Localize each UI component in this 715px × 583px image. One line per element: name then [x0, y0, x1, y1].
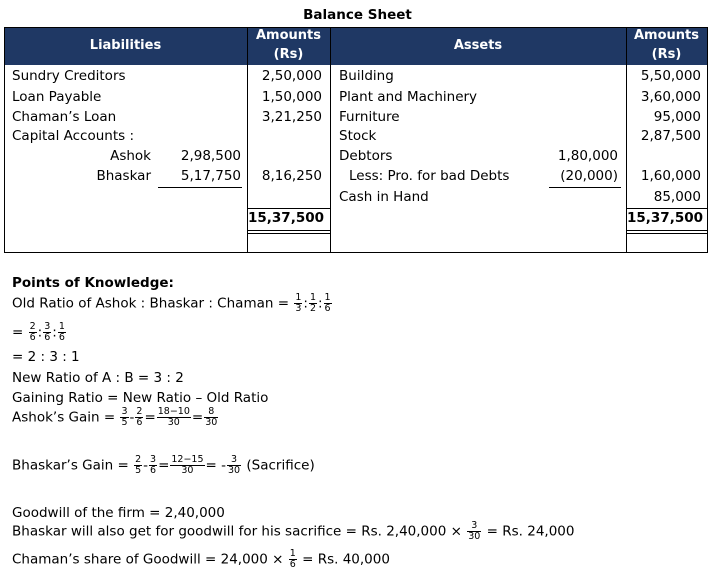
bhaskar-gain-line: Bhaskar’s Gain = $\frac{2}{5}$ - $\frac{3}{6}$ = $\frac{12-15}{30}$ = - $\frac{3}{30}$ (Sacrifice): [12, 454, 315, 476]
capital-value: 5,17,750: [180, 168, 241, 184]
bhaskar-goodwill-suffix: = Rs. 24,000: [486, 523, 575, 540]
fraction: [467, 521, 481, 542]
fraction: [227, 455, 241, 476]
fraction: [294, 293, 302, 314]
simple-ratio: = 2 : 3 : 1: [12, 349, 80, 365]
numerator: 2: [135, 454, 142, 465]
fraction: [157, 407, 191, 428]
liabilities-header: Liabilities: [89, 38, 162, 53]
new-ratio: New Ratio of A : B = 3 : 2: [12, 370, 184, 386]
fraction: [135, 407, 143, 428]
asset-amount: 85,000: [653, 189, 701, 205]
denominator: 30: [468, 531, 481, 542]
border-top: [4, 27, 708, 28]
capital-name: Ashok: [110, 148, 151, 164]
fraction: [43, 322, 51, 343]
asset-label: Stock: [339, 128, 377, 144]
old-ratio-line: Old Ratio of Ashok : Bhaskar : Chaman = $\frac{1}{3}$ : $\frac{1}{2}$ : $\frac{1}{6}$: [12, 292, 331, 314]
numerator: 2: [136, 406, 143, 417]
amounts-left-unit: (Rs): [273, 47, 304, 62]
capital-underline: [158, 187, 242, 188]
bhaskar-gain-label: Bhaskar’s Gain =: [12, 457, 129, 474]
border-bottom: [4, 252, 708, 253]
numerator: 1: [309, 292, 316, 303]
sacrifice-label: (Sacrifice): [246, 457, 315, 474]
col-sep-2: [330, 27, 331, 253]
asset-label: Furniture: [339, 109, 400, 125]
denominator: 6: [136, 417, 143, 428]
numerator: 2: [29, 321, 36, 332]
capital-value: 2,98,500: [180, 148, 241, 164]
asset-label: Debtors: [339, 148, 393, 164]
asset-amount: 95,000: [653, 109, 701, 125]
asset-amount: 5,50,000: [640, 68, 701, 84]
asset-label: Cash in Hand: [339, 189, 429, 205]
denominator: 6: [324, 303, 331, 314]
denominator: 30: [181, 465, 194, 476]
numerator: 3: [44, 321, 51, 332]
ashok-gain-line: Ashok’s Gain = $\frac{3}{5}$ - $\frac{2}{6}$ = $\frac{18-10}{30}$ = $\frac{8}{30}$: [12, 406, 218, 428]
liability-amount: 1,50,000: [261, 89, 322, 105]
gaining-ratio: Gaining Ratio = New Ratio – Old Ratio: [12, 390, 269, 406]
total-right-bottom: [626, 230, 708, 231]
equiv-ratio-line: = $\frac{2}{6}$ : $\frac{3}{6}$ : $\frac{1}{6}$: [12, 321, 65, 343]
fraction: [29, 322, 37, 343]
numerator: 3: [121, 406, 128, 417]
denominator: 6: [44, 332, 51, 343]
denominator: 6: [29, 332, 36, 343]
numerator: 1: [289, 548, 296, 559]
liability-label: Sundry Creditors: [12, 68, 126, 84]
fraction: [134, 455, 142, 476]
fraction: [120, 407, 128, 428]
denominator: 5: [135, 465, 142, 476]
fraction: [204, 407, 218, 428]
ashok-gain-label: Ashok’s Gain =: [12, 409, 116, 426]
page-title: Balance Sheet: [303, 7, 412, 23]
provision-underline: [549, 187, 621, 188]
numerator: 12−15: [171, 454, 204, 465]
asset-label: Plant and Machinery: [339, 89, 478, 105]
chaman-goodwill-line: [12, 549, 390, 570]
denominator: 5: [121, 417, 128, 428]
denominator: 3: [295, 303, 302, 314]
denominator: 30: [205, 417, 218, 428]
numerator: 18−10: [157, 406, 190, 417]
goodwill-firm: Goodwill of the firm = 2,40,000: [12, 505, 225, 521]
fraction: [149, 455, 157, 476]
liability-amount: 3,21,250: [261, 109, 322, 125]
amounts-right-header: Amounts: [634, 28, 699, 43]
numerator: 3: [227, 455, 241, 466]
fraction: [170, 455, 204, 476]
amounts-left-header: Amounts: [256, 28, 321, 43]
equals-sign: =: [12, 324, 24, 341]
denominator: 30: [228, 465, 241, 476]
total-left-top: [247, 208, 331, 209]
points-heading: Points of Knowledge:: [12, 275, 174, 291]
asset-amount: 1,60,000: [640, 168, 701, 184]
asset-label: Less: Pro. for bad Debts: [349, 168, 510, 184]
border-left: [4, 27, 5, 253]
numerator: 3: [150, 454, 157, 465]
denominator: 6: [289, 559, 296, 570]
numerator: 1: [324, 292, 331, 303]
denominator: 2: [309, 303, 316, 314]
denominator: 6: [58, 332, 65, 343]
assets-header: Assets: [453, 38, 503, 53]
capital-name: Bhaskar: [96, 168, 151, 184]
fraction: [58, 322, 66, 343]
total-left: 15,37,500: [248, 210, 325, 226]
liability-label: Chaman’s Loan: [12, 109, 117, 125]
total-left-double: [247, 233, 331, 234]
asset-sub-amount: 1,80,000: [557, 148, 618, 164]
fraction: [309, 293, 317, 314]
liability-amount: 2,50,000: [261, 68, 322, 84]
amounts-right-unit: (Rs): [651, 47, 682, 62]
total-left-bottom: [247, 230, 331, 231]
numerator: 1: [58, 321, 65, 332]
bhaskar-goodwill-line: [12, 521, 574, 542]
chaman-goodwill-suffix: = Rs. 40,000: [302, 551, 390, 568]
capital-total: 8,16,250: [261, 168, 322, 184]
asset-label: Building: [339, 68, 394, 84]
border-right: [707, 27, 708, 253]
denominator: 6: [150, 465, 157, 476]
numerator: 8: [204, 407, 218, 418]
bhaskar-goodwill-prefix: Bhaskar will also get for goodwill for his sacrifice = Rs. 2,40,000 ×: [12, 523, 462, 540]
fraction: [324, 293, 332, 314]
fraction: [289, 549, 297, 570]
denominator: 30: [167, 417, 180, 428]
asset-amount: 2,87,500: [640, 128, 701, 144]
old-ratio-label: Old Ratio of Ashok : Bhaskar : Chaman =: [12, 295, 290, 312]
total-right: 15,37,500: [627, 210, 704, 226]
liability-label: Loan Payable: [12, 89, 102, 105]
numerator: 1: [295, 292, 302, 303]
total-right-double: [626, 233, 708, 234]
chaman-goodwill-prefix: Chaman’s share of Goodwill = 24,000 ×: [12, 551, 284, 568]
liability-label: Capital Accounts :: [12, 128, 135, 144]
asset-amount: 3,60,000: [640, 89, 701, 105]
total-right-top: [626, 208, 708, 209]
asset-sub-amount: (20,000): [560, 168, 618, 184]
numerator: 3: [467, 521, 481, 532]
